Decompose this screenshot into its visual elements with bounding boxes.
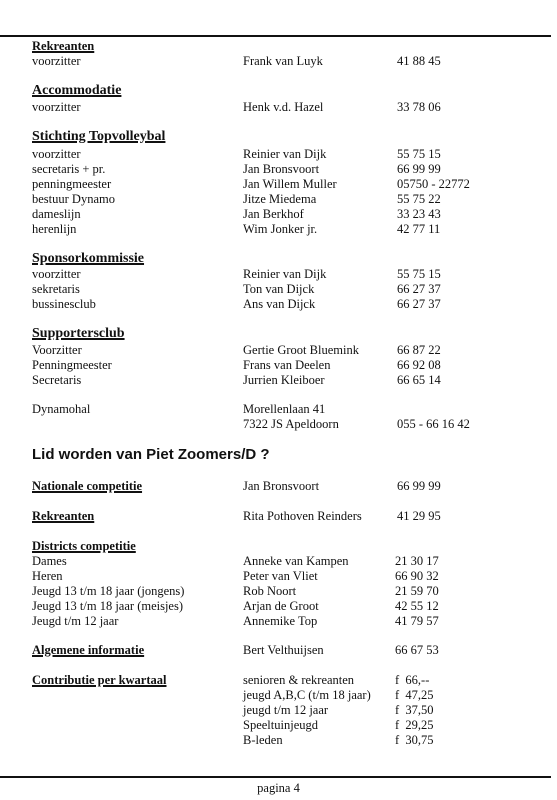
section-title-rekreanten-membership: Rekreanten: [32, 509, 95, 523]
role: Voorzitter: [32, 343, 82, 357]
name: Frank van Luyk: [243, 54, 323, 68]
name: Rob Noort: [243, 584, 297, 598]
districts-heading-row: [32, 538, 552, 554]
dynamohal-row: [32, 401, 552, 417]
phone: 42 77 11: [397, 222, 441, 236]
stichting-heading-row: [32, 129, 552, 145]
contact-row: [32, 53, 552, 69]
name: Jan Willem Muller: [243, 177, 337, 191]
role: bussinesclub: [32, 297, 96, 311]
contact-row: [32, 221, 552, 237]
section-title-sponsorkommissie: Sponsorkommissie: [32, 251, 145, 266]
contact-row: [32, 266, 552, 282]
role: herenlijn: [32, 222, 77, 236]
contact-row: [32, 176, 552, 192]
name: Wim Jonker jr.: [243, 222, 318, 236]
role: secretaris + pr.: [32, 162, 106, 176]
phone: 41 79 57: [395, 614, 439, 628]
contact-row: [32, 296, 552, 312]
accommodatie-heading-row: [32, 83, 552, 99]
name: Annemike Top: [243, 614, 318, 628]
contact-row: [32, 478, 552, 494]
fee-row: [32, 732, 552, 748]
contact-row: [32, 206, 552, 222]
phone: 21 59 70: [395, 584, 439, 598]
role: voorzitter: [32, 147, 81, 161]
role: penningmeester: [32, 177, 112, 191]
phone: 21 30 17: [395, 554, 439, 568]
phone: 66 90 32: [395, 569, 439, 583]
name: Rita Pothoven Reinders: [243, 509, 362, 523]
role: Secretaris: [32, 373, 82, 387]
fee-amount: f 47,25: [395, 688, 434, 702]
section-title-rekreanten: Rekreanten: [32, 39, 95, 53]
phone: 66 67 53: [395, 643, 439, 657]
contact-row: [32, 642, 552, 658]
name: Jitze Miedema: [243, 192, 317, 206]
role: Penningmeester: [32, 358, 112, 372]
name: Henk v.d. Hazel: [243, 100, 324, 114]
phone: 55 75 15: [397, 147, 441, 161]
phone: 41 29 95: [397, 509, 441, 523]
contact-row: [32, 99, 552, 115]
contact-row: [32, 598, 552, 614]
name: Bert Velthuijsen: [243, 643, 324, 657]
name: Ans van Dijck: [243, 297, 316, 311]
phone: 66 27 37: [397, 297, 441, 311]
section-title-nationale: Nationale competitie: [32, 479, 143, 493]
role: Jeugd 13 t/m 18 jaar (jongens): [32, 584, 185, 598]
name: Jurrien Kleiboer: [243, 373, 325, 387]
role: dameslijn: [32, 207, 81, 221]
section-title-accommodatie: Accommodatie: [32, 83, 122, 98]
address-line-1: Morellenlaan 41: [243, 402, 326, 416]
name: Jan Bronsvoort: [243, 479, 320, 493]
phone: 55 75 15: [397, 267, 441, 281]
contact-row: [32, 357, 552, 373]
role: bestuur Dynamo: [32, 192, 115, 206]
contact-row: [32, 372, 552, 388]
fee-category: jeugd t/m 12 jaar: [243, 703, 329, 717]
fee-row: [32, 702, 552, 718]
name: Jan Berkhof: [243, 207, 304, 221]
fee-category: B-leden: [243, 733, 283, 747]
fee-amount: f 66,--: [395, 673, 430, 687]
phone: 055 - 66 16 42: [397, 417, 470, 431]
role: voorzitter: [32, 100, 81, 114]
phone: 55 75 22: [397, 192, 441, 206]
name: Anneke van Kampen: [243, 554, 349, 568]
fee-amount: f 37,50: [395, 703, 434, 717]
contact-row: [32, 342, 552, 358]
section-title-supportersclub: Supportersclub: [32, 326, 125, 341]
section-title-stichting: Stichting Topvolleybal: [32, 129, 166, 144]
name: Frans van Deelen: [243, 358, 331, 372]
role: Jeugd 13 t/m 18 jaar (meisjes): [32, 599, 184, 613]
membership-question-heading: Lid worden van Piet Zoomers/D ?: [32, 446, 270, 463]
rekreanten-heading-row: [32, 38, 552, 54]
dynamohal-row-2: [32, 416, 552, 432]
section-title-contributie: Contributie per kwartaal: [32, 673, 167, 687]
phone: 66 92 08: [397, 358, 441, 372]
role: Dames: [32, 554, 67, 568]
name: Ton van Dijck: [243, 282, 315, 296]
name: Jan Bronsvoort: [243, 162, 320, 176]
page-number: pagina 4: [257, 781, 300, 795]
address-line-2: 7322 JS Apeldoorn: [243, 417, 339, 431]
role: voorzitter: [32, 267, 81, 281]
contact-row: [32, 613, 552, 629]
bottom-rule: [0, 776, 551, 778]
top-rule: [0, 35, 551, 37]
phone: 41 88 45: [397, 54, 441, 68]
phone: 66 99 99: [397, 162, 441, 176]
contact-row: [32, 568, 552, 584]
fee-amount: f 29,25: [395, 718, 434, 732]
role: sekretaris: [32, 282, 80, 296]
phone: 33 78 06: [397, 100, 441, 114]
phone: 42 55 12: [395, 599, 439, 613]
section-title-districts: Districts competitie: [32, 539, 136, 553]
contact-row: [32, 161, 552, 177]
fee-category: senioren & rekreanten: [243, 673, 355, 687]
contact-row: [32, 553, 552, 569]
section-title-algemene: Algemene informatie: [32, 643, 145, 657]
fee-row: [32, 717, 552, 733]
fee-category: jeugd A,B,C (t/m 18 jaar): [243, 688, 371, 702]
phone: 33 23 43: [397, 207, 441, 221]
phone: 66 65 14: [397, 373, 441, 387]
contact-row: [32, 281, 552, 297]
phone: 05750 - 22772: [397, 177, 470, 191]
contact-row: [32, 583, 552, 599]
name: Reinier van Dijk: [243, 147, 327, 161]
contact-row: [32, 146, 552, 162]
fee-row: [32, 687, 552, 703]
sponsorkommissie-heading-row: [32, 251, 552, 267]
fee-row: [32, 672, 552, 688]
dynamohal-label: Dynamohal: [32, 402, 91, 416]
fee-category: Speeltuinjeugd: [243, 718, 318, 732]
phone: 66 27 37: [397, 282, 441, 296]
role: Heren: [32, 569, 63, 583]
name: Gertie Groot Bluemink: [243, 343, 359, 357]
supportersclub-heading-row: [32, 326, 552, 342]
role: voorzitter: [32, 54, 81, 68]
phone: 66 99 99: [397, 479, 441, 493]
role: Jeugd t/m 12 jaar: [32, 614, 119, 628]
name: Arjan de Groot: [243, 599, 319, 613]
phone: 66 87 22: [397, 343, 441, 357]
fee-amount: f 30,75: [395, 733, 434, 747]
contact-row: [32, 508, 552, 524]
contact-row: [32, 191, 552, 207]
name: Reinier van Dijk: [243, 267, 327, 281]
name: Peter van Vliet: [243, 569, 318, 583]
